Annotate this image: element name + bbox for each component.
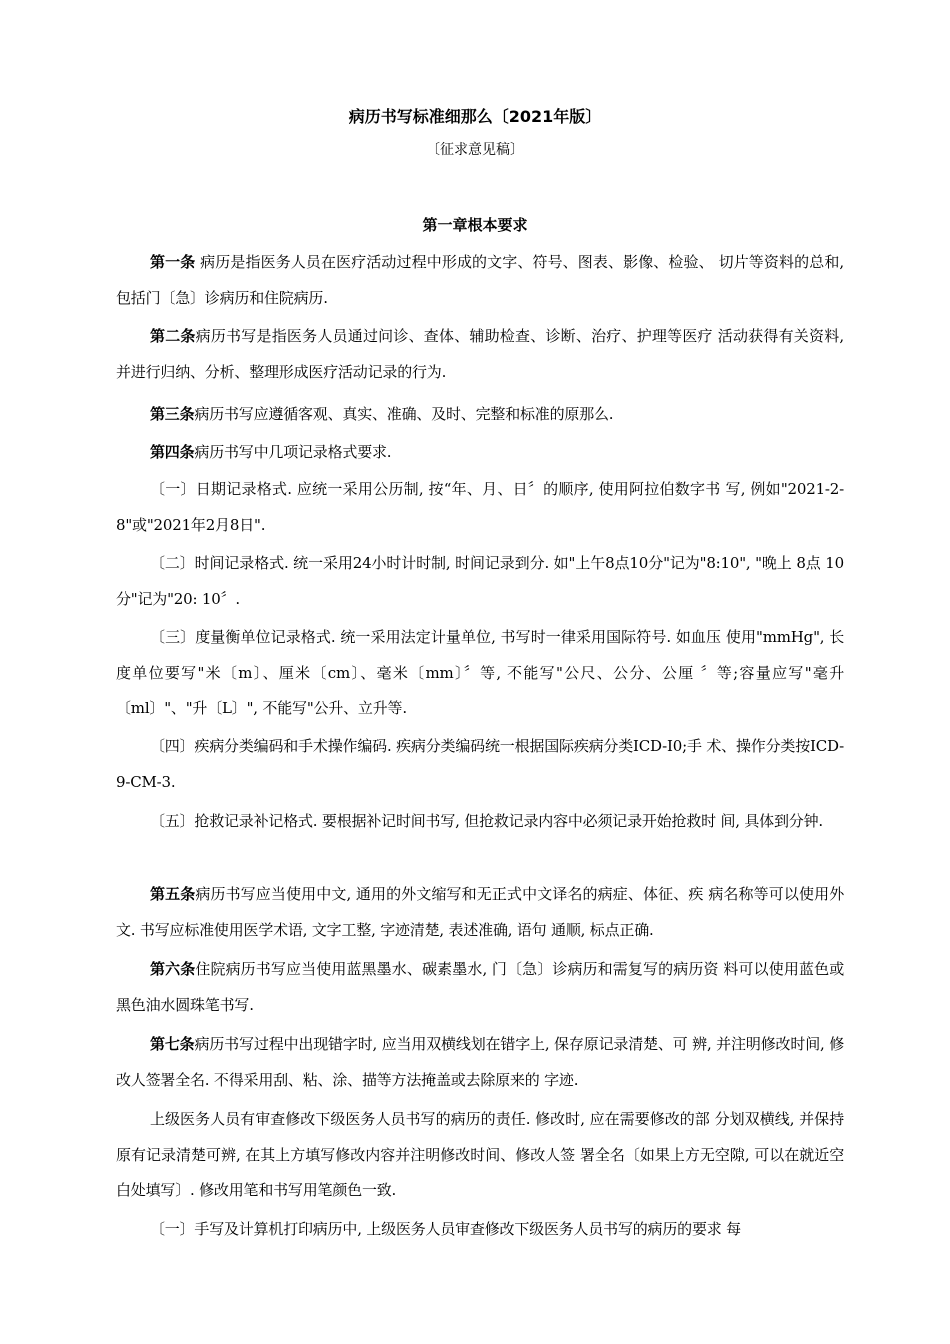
clause-text: 〔一〕手写及计算机打印病历中, 上级医务人员审查修改下级医务人员书写的病历的要求 每 [150,1220,741,1238]
article-text: 病历是指医务人员在医疗活动过程中形成的文字、符号、图表、影像、检验、 切片等资料的总和, 包括门〔急〕诊病历和住院病历. [116,253,844,307]
article-label: 第五条 [150,885,196,903]
article-7 [116,1027,844,1098]
article-5 [116,877,844,948]
article-4 [116,435,844,471]
document-title: 病历书写标准细那么〔2021年版〕 [348,107,602,126]
article-2 [116,319,844,390]
article-text: 住院病历书写应当使用蓝黑墨水、碳素墨水, 门〔急〕诊病历和需复写的病历资 料可以使用蓝色或黑色油水圆珠笔书写. [116,960,845,1014]
review-clause-1 [116,1212,844,1248]
article-label: 第七条 [150,1035,195,1053]
chapter-heading: 第一章根本要求 [422,216,528,234]
clause-5 [116,804,844,840]
article-label: 第二条 [150,327,196,345]
clause-text: 〔三〕度量衡单位记录格式. 统一采用法定计量单位, 书写时一律采用国际符号. 如血压 使用"mmHg", 长度单位要写"米〔m〕、厘米〔cm〕、毫米〔mm〕〞等, 不能写"公尺、公分、公厘 〞等;容量应写"毫升〔ml〕"、"升〔L〕", 不能写"公升、立升等. [116,628,844,717]
review-paragraph [116,1102,844,1209]
clause-2 [116,546,844,617]
article-1 [116,245,844,316]
clause-text: 〔一〕日期记录格式. 应统一采用公历制, 按“年、月、日〞的顺序, 使用阿拉伯数字书 写, 例如"2021-2-8"或"2021年2月8日". [116,480,844,534]
paragraph-text: 上级医务人员有审查修改下级医务人员书写的病历的责任. 修改时, 应在需要修改的部 分划双横线, 并保持原有记录清楚可辨, 在其上方填写修改内容并注明修改时间、修改人签 署全名〔如果上方无空隙, 可以在就近空白处填写〕. 修改用笔和书写用笔颜色一致. [116,1110,844,1199]
article-label: 第三条 [150,405,195,423]
clause-4 [116,729,844,800]
article-3 [116,397,844,433]
article-label: 第六条 [150,960,196,978]
article-text: 病历书写应遵循客观、真实、准确、及时、完整和标准的原那么. [194,405,614,423]
article-label: 第一条 [150,253,196,271]
clause-text: 〔五〕抢救记录补记格式. 要根据补记时间书写, 但抢救记录内容中必须记录开始抢救时 间, 具体到分钟. [150,812,823,830]
clause-text: 〔四〕疾病分类编码和手术操作编码. 疾病分类编码统一根据国际疾病分类ICD-I0;手 术、操作分类按ICD-9-CM-3. [116,737,844,791]
clause-text: 〔二〕时间记录格式. 统一采用24小时计时制, 时间记录到分. 如"上午8点10分"记为"8:10", "晚上 8点 10分"记为"20: 10〞. [116,554,844,608]
article-text: 病历书写应当使用中文, 通用的外文缩写和无正式中文译名的病症、体征、疾 病名称等可以使用外文. 书写应标准使用医学术语, 文字工整, 字迹清楚, 表述准确, 语句 通顺, 标点正确. [116,885,845,939]
article-text: 病历书写是指医务人员通过问诊、查体、辅助检查、诊断、治疗、护理等医疗 活动获得有关资料, 并进行归纳、分析、整理形成医疗活动记录的行为. [116,327,844,381]
article-label: 第四条 [150,443,195,461]
article-text: 病历书写中几项记录格式要求. [194,443,392,461]
document-subtitle: 〔征求意见稿〕 [426,142,524,158]
clause-1 [116,472,844,543]
article-text: 病历书写过程中出现错字时, 应当用双横线划在错字上, 保存原记录清楚、可 辨, 并注明修改时间, 修改人签署全名. 不得采用刮、粘、涂、描等方法掩盖或去除原来的 字迹. [116,1035,845,1089]
clause-3 [116,620,844,727]
article-6 [116,952,844,1023]
